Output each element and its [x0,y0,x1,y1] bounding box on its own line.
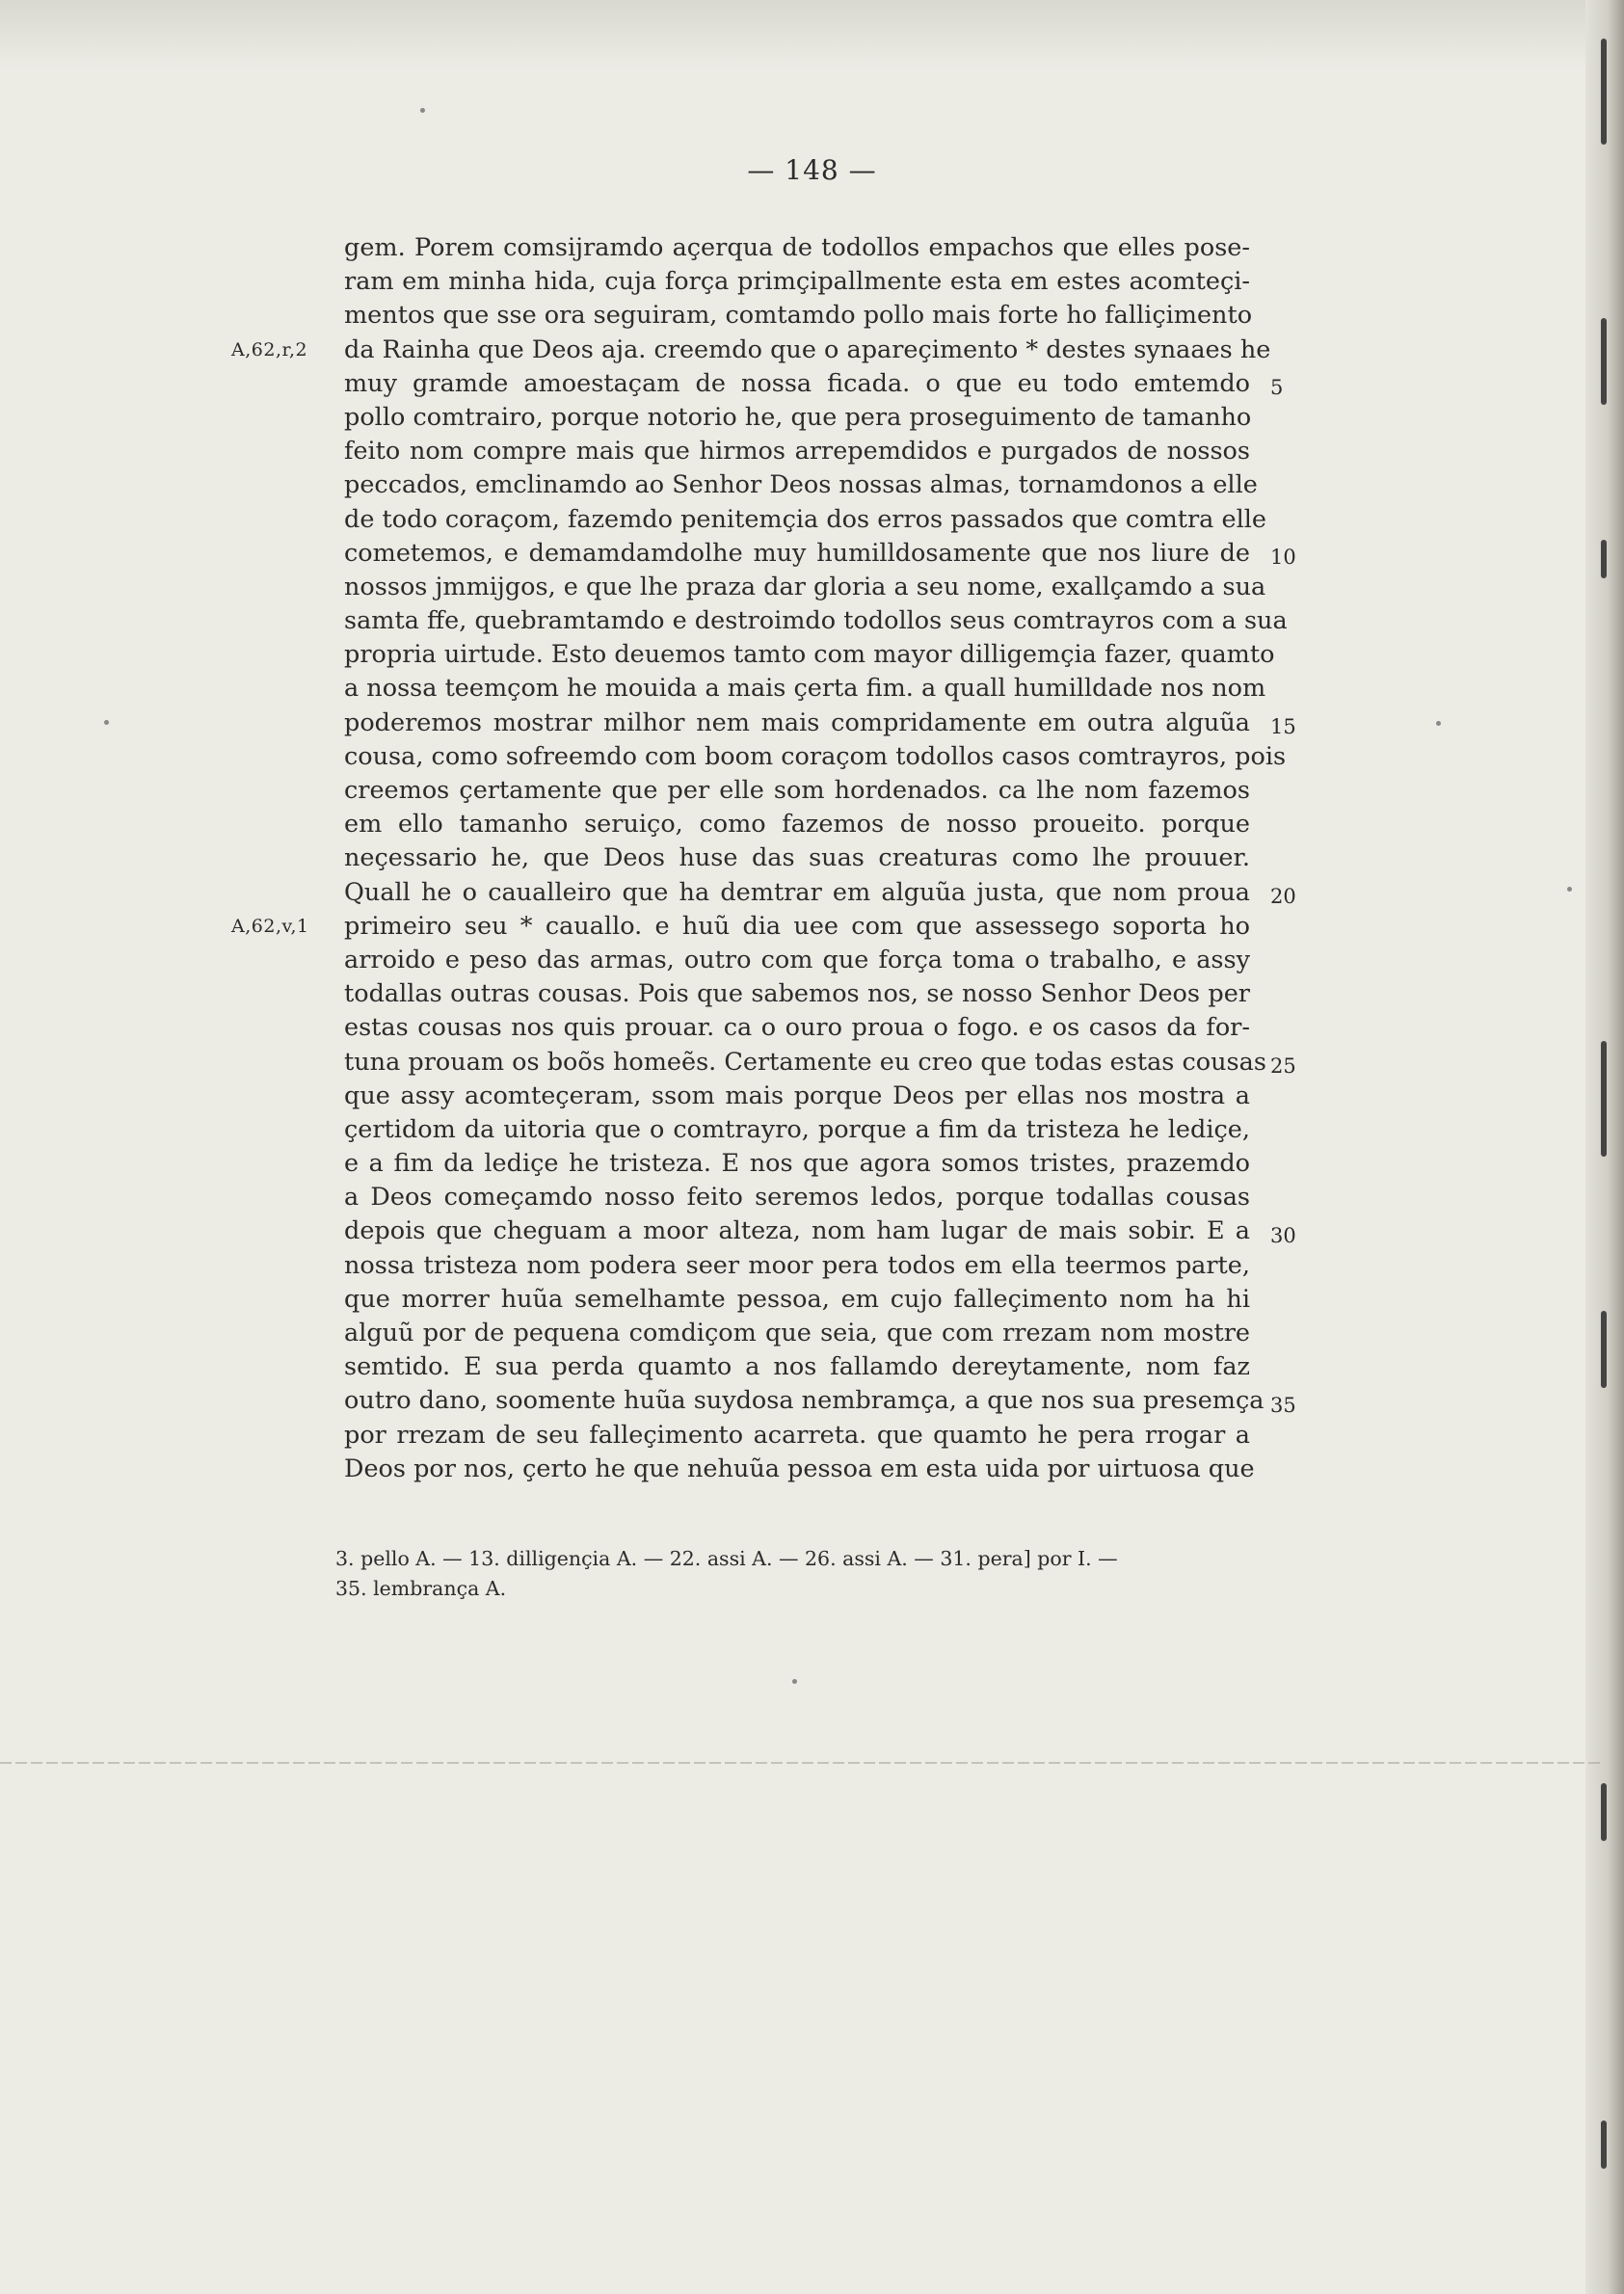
text-line: semtido. E sua perda quamto a nos fallamdo dereytamente, nom faz [344,1352,1250,1382]
text-line: poderemos mostrar milhor nem mais compridamente em outra alguũa [344,707,1250,737]
speck [1436,721,1441,726]
text-line: primeiro seu * cauallo. e huũ dia uee com que assessego soporta ho [344,911,1250,941]
text-line: todallas outras cousas. Pois que sabemos nos, se nosso Senhor Deos per [344,979,1250,1009]
line-number: 10 [1270,545,1296,569]
text-line: neçessario he, que Deos huse das suas creaturas como lhe prouuer. [344,843,1250,873]
line-number: 35 [1270,1393,1296,1417]
text-line: propria uirtude. Esto deuemos tamto com mayor dilligemçia fazer, quamto [344,640,1275,670]
text-line: ram em minha hida, cuja força primçipallmente esta em estes acomteçi- [344,267,1250,297]
text-line: tuna prouam os boõs homeẽs. Certamente eu creo que todas estas cousas [344,1047,1266,1077]
folio-reference: A,62,r,2 [231,338,308,360]
text-line: por rrezam de seu falleçimento acarreta. que quamto he pera rrogar a [344,1420,1250,1450]
text-line: çertidom da uitoria que o comtrayro, porque a fim da tristeza he lediçe, [344,1114,1250,1144]
text-line: a Deos começamdo nosso feito seremos ledos, porque todallas cousas [344,1183,1250,1213]
speck [1567,887,1572,892]
text-line: depois que cheguam a moor alteza, nom ham lugar de mais sobir. E a [344,1216,1250,1246]
text-line: a nossa teemçom he mouida a mais çerta fim. a quall humilldade nos nom [344,674,1266,704]
page-number: — 148 — [747,154,877,186]
text-line: alguũ por de pequena comdiçom que seia, que com rrezam nom mostre [344,1319,1250,1347]
text-line: que assy acomteçeram, ssom mais porque Deos per ellas nos mostra a [344,1080,1250,1110]
text-line: da Rainha que Deos aja. creemdo que o apareçimento * destes synaaes he [344,334,1271,364]
footnote-line: 3. pello A. — 13. dilligençia A. — 22. assi A. — 26. assi A. — 31. pera] por I. — [335,1547,1118,1570]
text-line: nossos jmmijgos, e que lhe praza dar gloria a seu nome, exallçamdo a sua [344,572,1266,601]
speck [104,720,109,725]
line-number: 5 [1270,375,1284,399]
text-line: Deos por nos, çerto he que nehuũa pessoa em esta uida por uirtuosa que [344,1454,1255,1483]
text-line: Quall he o caualleiro que ha demtrar em alguũa justa, que nom proua [344,877,1250,907]
text-line: peccados, emclinamdo ao Senhor Deos nossas almas, tornamdonos a elle [344,470,1258,500]
text-line: cometemos, e demamdamdolhe muy humilldosamente que nos liure de [344,538,1250,568]
text-line: feito nom compre mais que hirmos arrepemdidos e purgados de nossos [344,437,1250,467]
text-line: creemos çertamente que per elle som hordenados. ca lhe nom fazemos [344,776,1250,805]
footnotes [335,1544,1251,1604]
text-line: arroido e peso das armas, outro com que força toma o trabalho, e assy [344,945,1250,974]
line-number: 20 [1270,884,1296,908]
fold-line [0,1762,1600,1764]
text-line: pollo comtrairo, porque notorio he, que pera proseguimento de tamanho [344,402,1252,432]
scan-shadow [0,0,1624,67]
folio-reference: A,62,v,1 [231,916,309,937]
footnote-line: 35. lembrança A. [335,1577,507,1600]
text-line: estas cousas nos quis prouar. ca o ouro proua o fogo. e os casos da for- [344,1013,1250,1043]
text-line: cousa, como sofreemdo com boom coraçom todollos casos comtrayros, pois [344,741,1287,771]
text-line: em ello tamanho seruiço, como fazemos de nosso proueito. porque [344,810,1250,840]
text-line: samta ffe, quebramtamdo e destroimdo todollos seus comtrayros com a sua [344,606,1288,636]
text-line: nossa tristeza nom podera seer moor pera todos em ella teermos parte, [344,1250,1250,1280]
text-line: mentos que sse ora seguiram, comtamdo pollo mais forte ho falliçimento [344,301,1253,331]
page-edge [1585,0,1624,2294]
text-line: e a fim da lediçe he tristeza. E nos que agora somos tristes, prazemdo [344,1149,1250,1179]
speck [792,1679,797,1684]
text-line: outro dano, soomente huũa suydosa nembramça, a que nos sua presemça [344,1386,1265,1416]
text-line: muy gramde amoestaçam de nossa ficada. o que eu todo emtemdo [344,368,1250,398]
speck [420,108,425,113]
text-line: gem. Porem comsijramdo açerqua de todollos empachos que elles pose- [344,233,1250,262]
line-number: 30 [1270,1223,1296,1247]
text-line: que morrer huũa semelhamte pessoa, em cujo falleçimento nom ha hi [344,1284,1250,1314]
text-line: de todo coraçom, fazemdo penitemçia dos erros passados que comtra elle [344,504,1266,534]
line-number: 25 [1270,1054,1296,1078]
line-number: 15 [1270,714,1296,738]
